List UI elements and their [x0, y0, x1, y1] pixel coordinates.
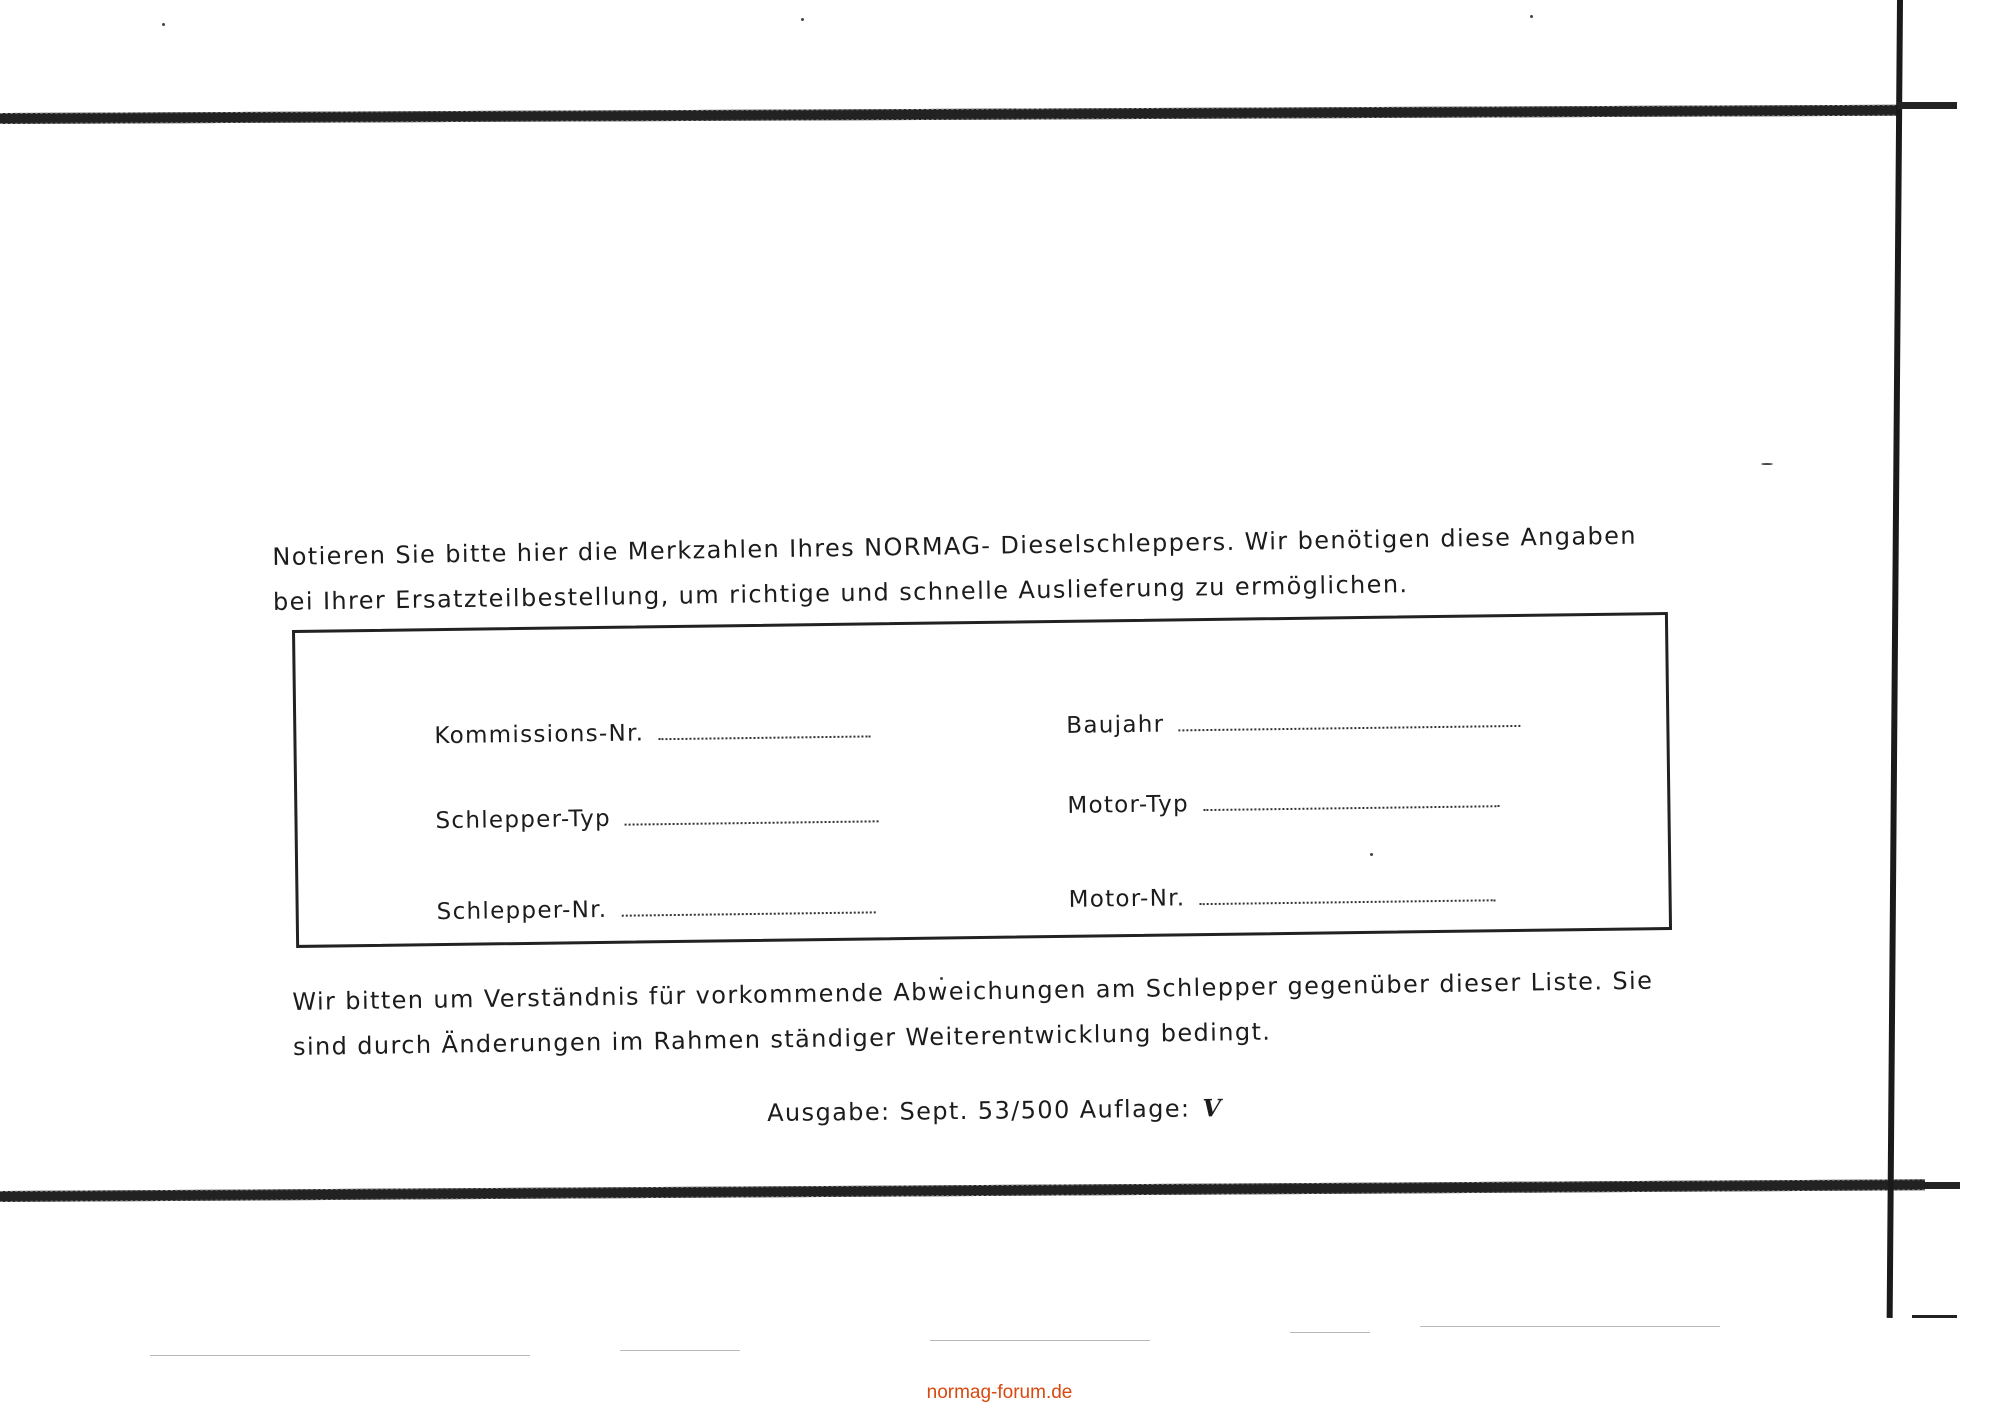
- build-year-blank: [1178, 725, 1520, 731]
- intro-paragraph: [272, 514, 1638, 625]
- edition-line: [767, 1093, 1223, 1127]
- engine-number-blank: [1200, 899, 1496, 905]
- identification-form-box: [292, 612, 1672, 948]
- build-year-field: [1066, 707, 1520, 739]
- tractor-type-blank: [625, 820, 879, 825]
- engine-type-label: Motor-Typ: [1067, 791, 1190, 819]
- scan-speck: [801, 18, 804, 21]
- commission-number-label: Kommissions-Nr.: [434, 720, 645, 750]
- build-year-label: Baujahr: [1066, 711, 1165, 739]
- faint-scan-line: [1290, 1332, 1370, 1333]
- engine-number-field: [1068, 881, 1495, 913]
- top-border-rule: [0, 105, 1900, 124]
- edition-text: Ausgabe: Sept. 53/500 Auflage:: [767, 1094, 1191, 1127]
- tractor-type-field: [435, 802, 879, 834]
- intro-line-1: Notieren Sie bitte hier die Merkzahlen Ihres NORMAG- Dieselschleppers. Wir benötigen diese Angaben: [272, 521, 1638, 571]
- tractor-number-label: Schlepper-Nr.: [436, 896, 608, 926]
- engine-type-field: [1067, 787, 1499, 819]
- handwritten-edition-mark: V: [1202, 1093, 1223, 1123]
- binding-edge-stub-top: [1897, 102, 1957, 109]
- faint-scan-line: [1420, 1326, 1720, 1327]
- note-line-2: sind durch Änderungen im Rahmen ständiger Weiterentwicklung bedingt.: [292, 1017, 1272, 1061]
- binding-edge-stub-middle: [1920, 1182, 1960, 1189]
- bottom-border-rule: [0, 1179, 1925, 1202]
- faint-scan-line: [620, 1350, 740, 1351]
- scan-speck: [1530, 15, 1533, 18]
- faint-scan-line: [930, 1340, 1150, 1341]
- intro-line-2: bei Ihrer Ersatzteilbestellung, um richtige und schnelle Auslieferung zu ermöglichen.: [272, 570, 1409, 616]
- tractor-number-field: [437, 893, 876, 925]
- scan-speck: [162, 23, 165, 26]
- commission-number-blank: [658, 735, 870, 740]
- tractor-number-blank: [622, 911, 876, 916]
- faint-scan-line: [150, 1355, 530, 1356]
- site-watermark: normag-forum.de: [926, 1382, 1073, 1403]
- scan-speck: [1761, 463, 1773, 465]
- tractor-type-label: Schlepper-Typ: [435, 805, 612, 835]
- engine-type-blank: [1203, 805, 1499, 811]
- engine-number-label: Motor-Nr.: [1068, 885, 1186, 913]
- binding-edge-line: [1887, 0, 1903, 1318]
- binding-edge-stub-bottom: [1912, 1315, 1957, 1318]
- note-line-1: Wir bitten um Verständnis für vorkommende Abweichungen am Schlepper gegenüber dieser Liste. Sie: [292, 966, 1654, 1016]
- commission-number-field: [434, 717, 870, 749]
- deviation-note-paragraph: [292, 959, 1654, 1070]
